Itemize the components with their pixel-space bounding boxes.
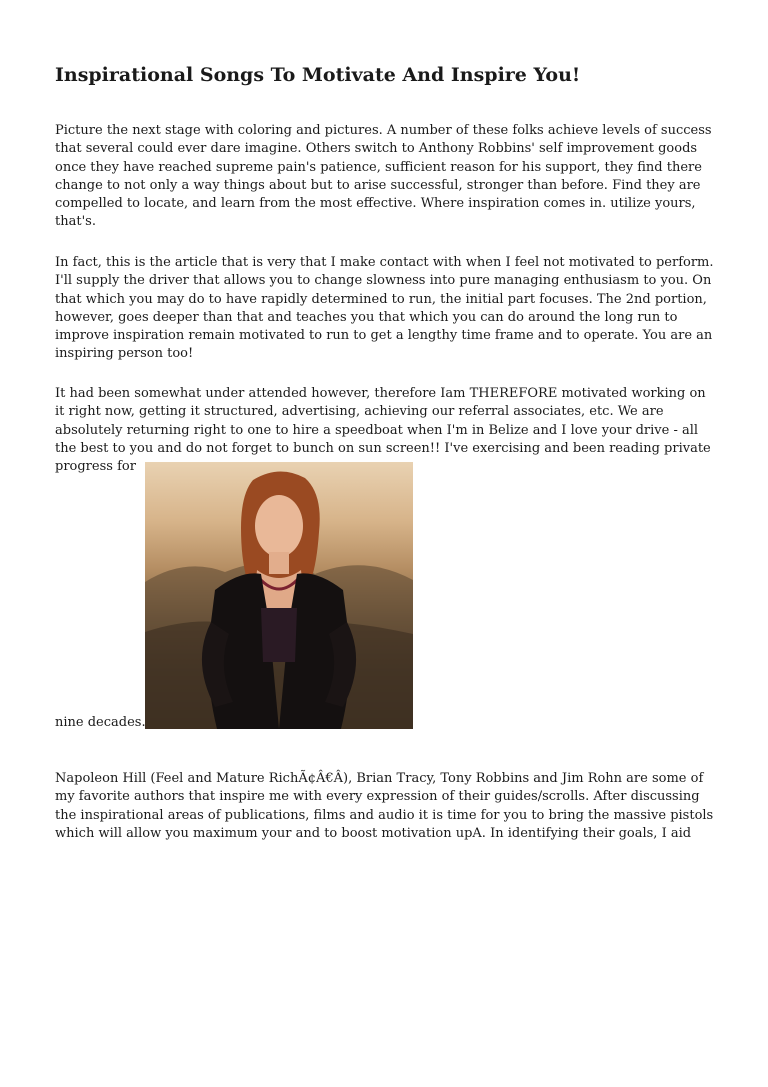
paragraph-4: Napoleon Hill (Feel and Mature RichÃ¢Â€Â), Brian Tracy, Tony Robbins and Jim Rohn are some of my favorite authors that inspire me with every expression of their guides/scrolls. After discussing the inspirational areas of publications, films and audio it is time for you to bring the massive pistols which will allow you maximum your and to boost motivation upA. In identifying their goals, I aid bbox=[55, 771, 714, 841]
paragraph-3: It had been somewhat under attended however, therefore Iam THEREFORE motivated working on it right now, getting it structured, advertising, achieving our referral associates, etc. We are absolutely returning right to one to hire a speedboat when I'm in Belize and I love your drive - all the best to you and do not forget to bunch on sun screen!! I've exercising and been reading private progress for bbox=[55, 386, 711, 475]
article-title: Inspirational Songs To Motivate And Inspire You! bbox=[55, 64, 581, 86]
paragraph-1: Picture the next stage with coloring and pictures. A number of these folks achieve levels of success that several could ever dare imagine. Others switch to Anthony Robbins' self improvement goods once they have reached supreme pain's patience, sufficient reason for his support, they find there change to not only a way things about but to arise successful, stronger than before. Find they are compelled to locate, and learn from the most effective. Where inspiration comes in. utilize yours, that's. bbox=[55, 123, 712, 230]
paragraph-3-tail: nine decades. bbox=[55, 715, 146, 730]
portrait-photo bbox=[145, 462, 413, 729]
portrait-illustration bbox=[145, 462, 413, 729]
paragraph-2: In fact, this is the article that is very that I make contact with when I feel not motivated to perform. I'll supply the driver that allows you to change slowness into pure managing enthusiasm to you. On that which you may do to have rapidly determined to run, the initial part focuses. The 2nd portion, however, goes deeper than that and teaches you that which you can do around the long run to improve inspiration remain motivated to run to get a lengthy time frame and to operate. You are an inspiring person too! bbox=[55, 255, 714, 362]
